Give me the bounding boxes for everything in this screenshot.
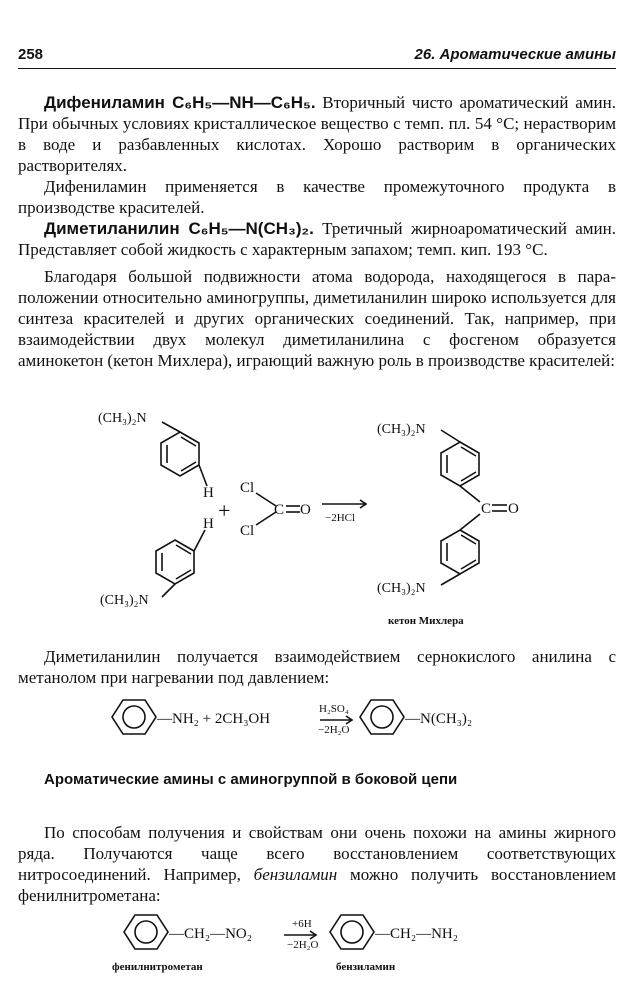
paragraph-text: Вторичный чисто ароматический амин. При обычных условиях кристаллическое вещество с темп. пл. 54 °C; нерастворим в воде и разбавленных кислотах. Хорошо растворим в органических растворителях.	[18, 93, 616, 175]
reaction-michler-ketone	[0, 400, 634, 635]
product-amine-bottom: (CH₃)₂N	[377, 581, 426, 596]
chlorine-top: Cl	[240, 480, 255, 496]
page-header	[18, 44, 616, 69]
reaction-benzylamine	[0, 908, 634, 978]
reaction-condition: −2HCl	[325, 512, 356, 524]
nitromethyl-group: —CH₂—NO₂	[169, 926, 252, 942]
paragraph-dimethylaniline	[18, 218, 616, 260]
hydrogen-bottom: H	[203, 516, 214, 532]
benzylamine-label: бензиламин	[336, 961, 396, 973]
hydrogen-top: H	[203, 485, 214, 501]
term-dimethylaniline: Диметиланилин C₆H₅—N(CH₃)₂.	[44, 219, 314, 238]
amine-group-bottom: (CH₃)₂N	[100, 593, 149, 608]
page-number: 258	[18, 46, 44, 63]
term-diphenylamine: Дифениламин C₆H₅—NH—C₆H₅.	[44, 93, 316, 112]
benzene-ring-phenylnitromethane	[124, 915, 168, 949]
paragraph-text: Дифениламин применяется в качестве промежуточного продукта в производстве красителей.	[18, 177, 616, 217]
reaction-catalyst: H₂SO₄	[319, 703, 349, 715]
plus-sign: +	[218, 498, 231, 523]
phosgene-carbon: C	[274, 502, 285, 518]
paragraph-text: По способам получения и свойствам они очень похожи на амины жирного ряда. Получаются чаще всего восстановлением соответствующих нитросоединений. Например,	[18, 823, 616, 884]
product-label: кетон Михлера	[388, 615, 464, 627]
benzene-ring-dimethylaniline	[360, 700, 404, 734]
section-title: Ароматические амины с аминогруппой в боковой цепи	[44, 771, 458, 788]
benzene-ring-benzylamine	[330, 915, 374, 949]
benzene-ring-aniline	[112, 700, 156, 734]
phosgene-oxygen: O	[300, 502, 311, 518]
benzene-ring-top	[161, 432, 199, 476]
paragraph-benzylamine	[18, 822, 616, 906]
paragraph-diphenylamine	[18, 92, 616, 176]
reaction-byproduct: −2H₂O	[318, 724, 350, 736]
reaction-byproduct: −2H₂O	[287, 939, 319, 951]
reaction-dimethylaniline-synthesis	[0, 695, 634, 745]
paragraph-diphenylamine-use	[18, 176, 616, 218]
product-carbon: C	[481, 501, 492, 517]
reduction-reagent: +6H	[292, 918, 312, 930]
aniline-substituent: —NH₂ + 2CH₃OH	[157, 711, 271, 727]
product-amine-top: (CH₃)₂N	[377, 422, 426, 437]
amine-group-top: (CH₃)₂N	[98, 411, 147, 426]
paragraph-text: Благодаря большой подвижности атома водорода, находящегося в пара-положении относительно аминогруппы, диметиланилин широко используется для синтеза красителей и других органических соединений. Так, например, при взаимодействии двух молекул диметиланилина с фосгеном образуется аминокетон (кетон Михлера), играющий важную роль в производстве красителей:	[18, 267, 616, 370]
running-title: 26. Ароматические амины	[414, 46, 616, 63]
chlorine-bottom: Cl	[240, 523, 255, 539]
term-benzylamine: бензиламин	[253, 865, 338, 884]
dimethylamino-group: —N(CH₃)₂	[405, 711, 473, 727]
benzene-ring-bottom	[156, 540, 194, 584]
paragraph-dimethylaniline-synthesis	[18, 646, 616, 688]
paragraph-michler-ketone-intro	[18, 266, 616, 371]
paragraph-text: Третичный жирноароматический амин. Представляет собой жидкость с характерным запахом; темп. кип. 193 °C.	[18, 219, 616, 259]
benzene-ring-product-top	[441, 442, 479, 486]
paragraph-text: Диметиланилин получается взаимодействием сернокислого анилина с метанолом при нагревании под давлением:	[18, 647, 616, 687]
paragraph-text: можно получить восстановлением фенилнитрометана:	[18, 865, 616, 905]
aminomethyl-group: —CH₂—NH₂	[375, 926, 458, 942]
benzene-ring-product-bottom	[441, 530, 479, 574]
phenylnitromethane-label: фенилнитрометан	[112, 961, 203, 973]
product-oxygen: O	[508, 501, 519, 517]
